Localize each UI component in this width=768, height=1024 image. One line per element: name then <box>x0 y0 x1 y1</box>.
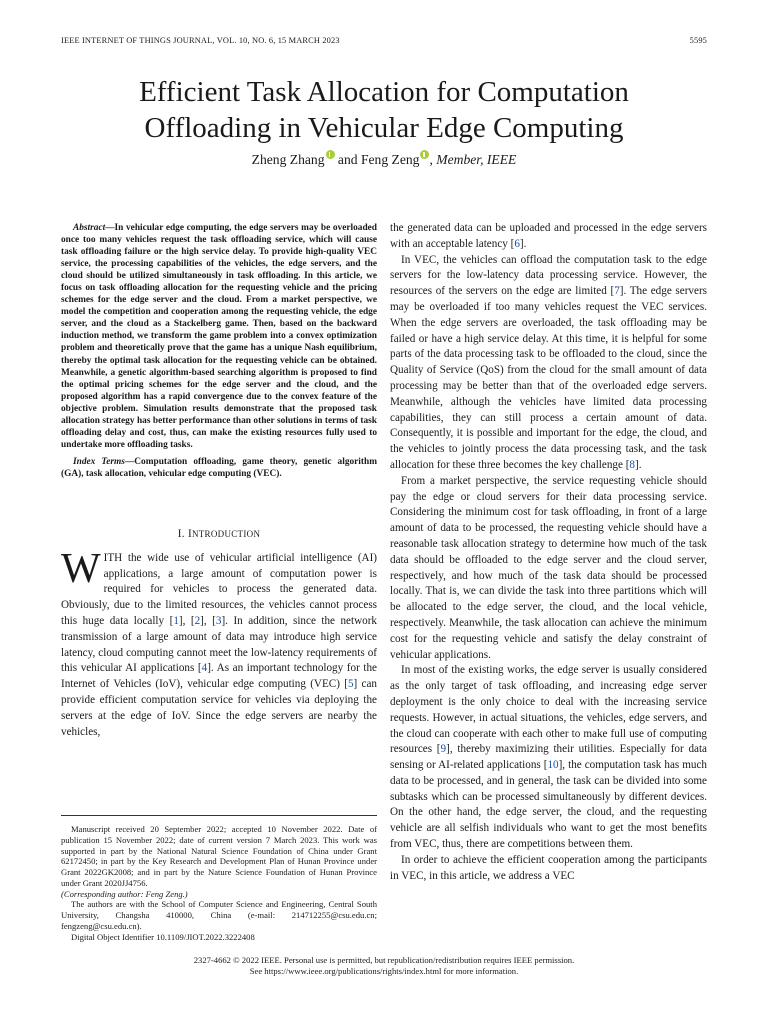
citation-link[interactable]: 6 <box>514 237 520 250</box>
citation-link[interactable]: 2 <box>194 614 201 627</box>
citation-link[interactable]: 1 <box>173 614 179 627</box>
footnote-corresponding: (Corresponding author: Feng Zeng.) <box>61 888 188 899</box>
citation-link[interactable]: 3 <box>215 614 222 627</box>
citation-link[interactable]: 7 <box>614 285 620 298</box>
index-terms-label: Index Terms <box>73 456 125 467</box>
body-paragraph: From a market perspective, the service requesting vehicle should pay the edge or cloud servers for their data processing service. Considering the minimum cost for task offloading, in front of a large amount of data to be processed, the requesting vehicle should have a reasonable task allocation strategy to determine how much of the task data should be offloaded to the edge server and the cloud server, respectively, and how much of the task data should be processed locally. That is, we can divide the task into three partitions which will be allocated to the edge server, the cloud, and the local vehicle, respectively. Meanwhile, the task allocation can achieve the minimum cost for the requesting vehicle and satisfy the delay constraint of vehicular applications. <box>390 474 707 661</box>
abstract <box>61 222 377 451</box>
drop-cap: W <box>61 545 101 592</box>
author-2: and Feng Zeng <box>334 152 420 167</box>
body-paragraph: the generated data can be uploaded and processed in the edge servers with an acceptable latency [6]. <box>390 222 707 250</box>
title-line-2: Offloading in Vehicular Edge Computing <box>144 112 624 144</box>
citation-link[interactable]: 9 <box>440 743 447 756</box>
right-column <box>390 221 707 884</box>
section-heading-introduction: I. INTRODUCTION <box>177 527 261 540</box>
citation-link[interactable]: 10 <box>547 759 559 772</box>
orcid-icon[interactable] <box>326 150 335 159</box>
index-terms <box>61 456 377 480</box>
citation-link[interactable]: 4 <box>201 662 208 675</box>
left-column <box>61 222 377 740</box>
page-number: 5595 <box>689 36 707 45</box>
journal-header: IEEE INTERNET OF THINGS JOURNAL, VOL. 10, NO. 6, 15 MARCH 2023 <box>61 36 340 45</box>
citation-link[interactable]: 5 <box>347 678 354 691</box>
citation-link[interactable]: 8 <box>629 458 635 471</box>
abstract-label: Abstract <box>73 223 106 233</box>
orcid-icon[interactable] <box>420 150 429 159</box>
body-paragraph: In most of the existing works, the edge server is usually considered as the only target of task offloading, and increasing edge server deployment is the only choice to deal with the increasing service requests. However, in actual situations, the vehicles, edge servers, and the cloud can cooperate with each other to make full use of computing resources [9], thereby maximizing their utilities. Especially for data sensing or AI-related applications [10], the computation task has much data to be processed, and in general, the task can be divided into some subtasks which can be processed simultaneously by different devices. On the other hand, the edge server, the cloud, and the requesting vehicle are all selfish individuals who want to get the most benefits from VEC, thus, there are competitions between them. <box>390 664 708 851</box>
intro-paragraph: WITH the wide use of vehicular artificial intelligence (AI) applications, a large amount of computation power is required for vehicles to process the generated data. Obviously, due to the limited resources, the vehicles cannot process this huge data locally [1], [2], [3]. In addition, since the network transmission of a large amount of data may introduce high service latency, cloud computing cannot meet the low-latency requirements of this vehicular AI applications [4]. As an important technology for the Internet of Vehicles (IoV), vehicular edge computing (VEC) [5] can provide efficient computation service for vehicles via deploying the servers at the edge of IoV. Since the edge servers are nearby the vehicles, <box>61 545 377 738</box>
copyright-line-2[interactable]: See https://www.ieee.org/publications/rights/index.html for more information. <box>249 966 519 976</box>
body-paragraph: In order to achieve the efficient cooperation among the participants in VEC, in this article, we address a VEC <box>390 853 707 882</box>
index-terms-text: —Computation offloading, game theory, genetic algorithm (GA), task allocation, vehicular edge computing (VEC). <box>61 456 377 479</box>
running-head <box>61 36 707 45</box>
author-membership: Member, IEEE <box>436 152 517 167</box>
copyright-line-1: 2327-4662 © 2022 IEEE. Personal use is permitted, but republication/redistribution requires IEEE permission. <box>193 955 575 965</box>
abstract-text: —In vehicular edge computing, the edge servers may be overloaded once too many vehicles request the task offloading service, which will cause task offloading failure or the high service delay. To provide high-quality VEC service, the processing capabilities of the vehicles, the edge servers, and the cloud should be utilized simultaneously in task offloading. In this article, we focus on task offloading allocation for the requesting vehicle and the pricing schemes for the edge server and the cloud. From a market perspective, we model the competition and cooperation among the requesting vehicle, the edge server, and the cloud as a Stackelberg game. Then, based on the backward induction method, we transform the game problem into a convex optimization problem and theoretically prove that the game has a unique Nash equilibrium, thereby the optimal task allocation for the requesting vehicle can be obtained. Meanwhile, a genetic algorithm-based searching algorithm is proposed to find the optimal pricing schemes for the edge server and the cloud, and the proposed algorithm has a rapid convergence due to the convex feature of the objective problem. Simulation results demonstrate that the proposed task allocation strategy has better performance than other solutions in terms of task offloading delay and cost, thus, can make the existing resources fully used to undertake more offloading tasks. <box>61 223 377 450</box>
footnote-affiliation: The authors are with the School of Computer Science and Engineering, Central South University, Changsha 410000, China (e-mail: 214712255@csu.edu.cn; fengzeng@csu.edu.cn). <box>61 899 377 931</box>
body-paragraph: In VEC, the vehicles can offload the computation task to the edge servers for the low-latency data processing service. However, the resources of the servers on the edge are limited [7]. The edge servers may be overloaded if too many vehicles request the VEC services. When the edge servers are overloaded, the task offloading may be failed or have a high service delay. At this time, it is helpful for some parts of the data processing task to be offloaded to the cloud, since the Quality of Service (QoS) from the cloud for the small amount of data processing may be better than that of the overloaded edge servers. Meanwhile, although the vehicles have limited data processing capabilities, they can still process a certain amount of data. Consequently, it is possible and important for the edge, the cloud, and the vehicles to jointly process the data processing task, and the task allocation for these three becomes the key challenge [8]. <box>390 253 707 471</box>
copyright-notice <box>0 955 768 977</box>
footnote-manuscript: Manuscript received 20 September 2022; accepted 10 November 2022. Date of publication 15 November 2022; date of current version 7 March 2023. This work was supported in part by the National Natural Science Foundation of China under Grant 62172450; in part by the Key Research and Development Plan of Hunan Province under Grant 2022GK2008; and in part by the Nature Science Foundation of Hunan Province under Grant 2020JJ4756. <box>61 824 377 888</box>
title-line-1: Efficient Task Allocation for Computation <box>139 76 629 108</box>
paper-title <box>40 74 728 146</box>
author-line: Zheng Zhang and Feng Zeng , Member, IEEE <box>251 152 517 167</box>
footnote-doi[interactable]: Digital Object Identifier 10.1109/JIOT.2022.3222408 <box>71 931 255 942</box>
footnotes <box>61 815 377 942</box>
author-1: Zheng Zhang <box>251 152 325 167</box>
footnote-rule <box>61 815 377 816</box>
